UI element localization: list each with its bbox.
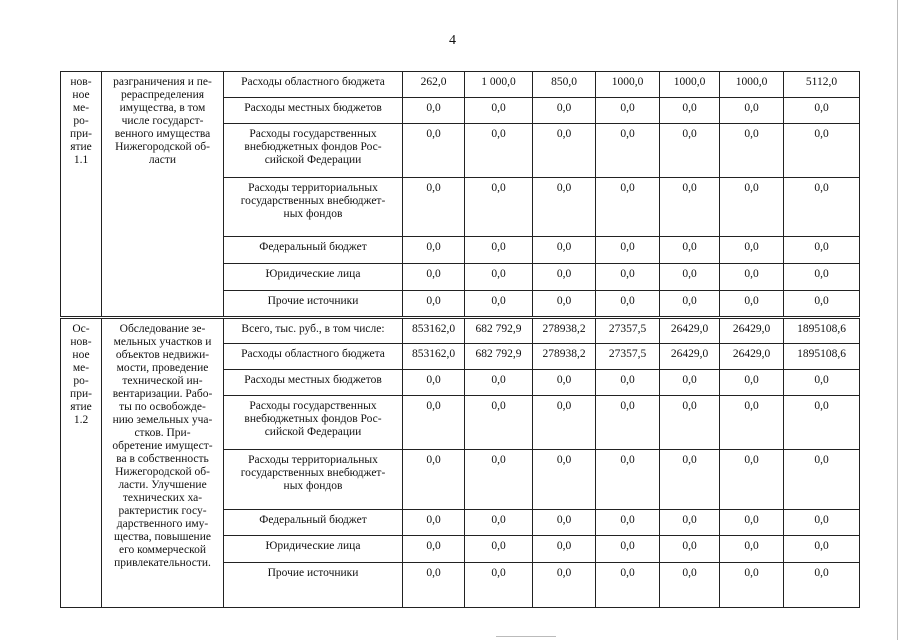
amount-cell: 0,0 bbox=[784, 450, 860, 510]
event-code: нов- ное ме- ро- при- ятие 1.1 bbox=[70, 76, 92, 166]
amount-cell: 0,0 bbox=[784, 370, 860, 396]
amount-cell: 0,0 bbox=[784, 237, 860, 264]
event-name: разграничения и пе- рераспределения имущества, в том числе государст- венного имущества Нижегородской об- ласти bbox=[113, 76, 212, 166]
amount-cell: 278938,2 bbox=[533, 318, 596, 344]
amount-cell: 0,0 bbox=[533, 450, 596, 510]
amount-cell: 0,0 bbox=[784, 98, 860, 124]
amount-cell: 278938,2 bbox=[533, 344, 596, 370]
amount-cell: 0,0 bbox=[596, 510, 660, 536]
funding-source-label: Федеральный бюджет bbox=[224, 237, 403, 264]
funding-source-label: Юридические лица bbox=[224, 536, 403, 563]
amount-cell: 27357,5 bbox=[596, 318, 660, 344]
amount-cell: 0,0 bbox=[596, 563, 660, 608]
amount-cell: 0,0 bbox=[720, 264, 784, 291]
amount-cell: 0,0 bbox=[533, 370, 596, 396]
amount-cell: 26429,0 bbox=[720, 318, 784, 344]
amount-cell: 0,0 bbox=[660, 563, 720, 608]
amount-cell: 0,0 bbox=[720, 396, 784, 450]
amount-cell: 0,0 bbox=[596, 370, 660, 396]
amount-cell: 0,0 bbox=[660, 396, 720, 450]
amount-cell: 0,0 bbox=[660, 124, 720, 178]
amount-cell: 0,0 bbox=[596, 396, 660, 450]
amount-cell: 0,0 bbox=[784, 178, 860, 237]
amount-cell: 0,0 bbox=[720, 291, 784, 318]
amount-cell: 0,0 bbox=[465, 98, 533, 124]
funding-source-label: Федеральный бюджет bbox=[224, 510, 403, 536]
event-code: Ос- нов- ное ме- ро- при- ятие 1.2 bbox=[70, 323, 92, 426]
amount-cell: 0,0 bbox=[403, 510, 465, 536]
amount-cell: 0,0 bbox=[403, 98, 465, 124]
amount-cell: 0,0 bbox=[465, 370, 533, 396]
amount-cell: 0,0 bbox=[660, 510, 720, 536]
amount-cell: 0,0 bbox=[720, 370, 784, 396]
amount-cell: 0,0 bbox=[720, 237, 784, 264]
event-code-cell bbox=[61, 72, 102, 318]
amount-cell: 0,0 bbox=[720, 563, 784, 608]
budget-table bbox=[60, 71, 860, 608]
amount-cell: 0,0 bbox=[596, 178, 660, 237]
amount-cell: 0,0 bbox=[784, 536, 860, 563]
scan-bottom-mark bbox=[496, 636, 556, 637]
funding-source-label: Расходы государственных внебюджетных фондов Рос- сийской Федерации bbox=[224, 124, 403, 178]
amount-cell: 0,0 bbox=[660, 178, 720, 237]
amount-cell: 0,0 bbox=[784, 264, 860, 291]
amount-cell: 0,0 bbox=[596, 291, 660, 318]
amount-cell: 0,0 bbox=[465, 396, 533, 450]
amount-cell: 0,0 bbox=[596, 98, 660, 124]
funding-source-label: Расходы местных бюджетов bbox=[224, 98, 403, 124]
funding-source-label: Прочие источники bbox=[224, 291, 403, 318]
event-name-cell bbox=[102, 72, 224, 318]
funding-source-label: Расходы территориальных государственных внебюджет- ных фондов bbox=[224, 450, 403, 510]
amount-cell: 0,0 bbox=[403, 237, 465, 264]
amount-cell: 0,0 bbox=[465, 536, 533, 563]
amount-cell: 0,0 bbox=[403, 178, 465, 237]
page-number: 4 bbox=[449, 33, 456, 48]
amount-cell: 0,0 bbox=[465, 450, 533, 510]
amount-cell: 0,0 bbox=[465, 264, 533, 291]
amount-cell: 0,0 bbox=[784, 396, 860, 450]
amount-cell: 0,0 bbox=[720, 536, 784, 563]
amount-cell: 0,0 bbox=[533, 264, 596, 291]
amount-cell: 0,0 bbox=[596, 264, 660, 291]
amount-cell: 1000,0 bbox=[720, 72, 784, 98]
amount-cell: 682 792,9 bbox=[465, 344, 533, 370]
funding-source-label: Расходы государственных внебюджетных фондов Рос- сийской Федерации bbox=[224, 396, 403, 450]
amount-cell: 0,0 bbox=[660, 237, 720, 264]
amount-cell: 262,0 bbox=[403, 72, 465, 98]
amount-cell: 0,0 bbox=[784, 291, 860, 318]
scan-edge-mark bbox=[897, 0, 898, 640]
amount-cell: 0,0 bbox=[465, 124, 533, 178]
amount-cell: 0,0 bbox=[403, 264, 465, 291]
amount-cell: 0,0 bbox=[403, 291, 465, 318]
funding-source-label: Расходы местных бюджетов bbox=[224, 370, 403, 396]
amount-cell: 0,0 bbox=[784, 124, 860, 178]
amount-cell: 0,0 bbox=[403, 370, 465, 396]
amount-cell: 0,0 bbox=[403, 563, 465, 608]
amount-cell: 0,0 bbox=[660, 98, 720, 124]
amount-cell: 0,0 bbox=[784, 563, 860, 608]
amount-cell: 0,0 bbox=[533, 396, 596, 450]
amount-cell: 0,0 bbox=[403, 396, 465, 450]
amount-cell: 850,0 bbox=[533, 72, 596, 98]
amount-cell: 0,0 bbox=[465, 563, 533, 608]
amount-cell: 0,0 bbox=[465, 510, 533, 536]
amount-cell: 0,0 bbox=[720, 510, 784, 536]
amount-cell: 0,0 bbox=[660, 370, 720, 396]
funding-source-label: Расходы территориальных государственных внебюджет- ных фондов bbox=[224, 178, 403, 237]
amount-cell: 0,0 bbox=[465, 178, 533, 237]
table-row bbox=[61, 318, 860, 344]
amount-cell: 26429,0 bbox=[720, 344, 784, 370]
amount-cell: 0,0 bbox=[660, 450, 720, 510]
amount-cell: 26429,0 bbox=[660, 318, 720, 344]
amount-cell: 0,0 bbox=[660, 264, 720, 291]
amount-cell: 0,0 bbox=[720, 450, 784, 510]
amount-cell: 0,0 bbox=[596, 124, 660, 178]
event-name: Обследование зе- мельных участков и объектов недвижи- мости, проведение технической ин- вентаризации. Рабо- ты по освобожде- нию земельных уча- стков. При- обретение имущест- ва в собственность Нижегородской об- ласти. Улучшение технических ха- рактеристик госу- дарственного иму- щества, повышение его коммерческой привлекательности. bbox=[112, 323, 213, 569]
amount-cell: 0,0 bbox=[660, 536, 720, 563]
amount-cell: 853162,0 bbox=[403, 344, 465, 370]
funding-source-label: Расходы областного бюджета bbox=[224, 72, 403, 98]
amount-cell: 0,0 bbox=[403, 450, 465, 510]
event-code-cell bbox=[61, 318, 102, 608]
amount-cell: 0,0 bbox=[533, 124, 596, 178]
amount-cell: 0,0 bbox=[533, 237, 596, 264]
amount-cell: 0,0 bbox=[533, 536, 596, 563]
amount-cell: 26429,0 bbox=[660, 344, 720, 370]
amount-cell: 0,0 bbox=[533, 178, 596, 237]
amount-cell: 1000,0 bbox=[660, 72, 720, 98]
funding-source-label: Всего, тыс. руб., в том числе: bbox=[224, 318, 403, 344]
amount-cell: 0,0 bbox=[533, 563, 596, 608]
amount-cell: 0,0 bbox=[720, 178, 784, 237]
amount-cell: 0,0 bbox=[660, 291, 720, 318]
amount-cell: 1895108,6 bbox=[784, 344, 860, 370]
amount-cell: 0,0 bbox=[465, 291, 533, 318]
amount-cell: 27357,5 bbox=[596, 344, 660, 370]
amount-cell: 0,0 bbox=[596, 237, 660, 264]
funding-source-label: Прочие источники bbox=[224, 563, 403, 608]
amount-cell: 0,0 bbox=[596, 450, 660, 510]
event-name-cell bbox=[102, 318, 224, 608]
amount-cell: 0,0 bbox=[596, 536, 660, 563]
amount-cell: 0,0 bbox=[465, 237, 533, 264]
amount-cell: 1 000,0 bbox=[465, 72, 533, 98]
amount-cell: 1000,0 bbox=[596, 72, 660, 98]
amount-cell: 853162,0 bbox=[403, 318, 465, 344]
amount-cell: 0,0 bbox=[533, 98, 596, 124]
table-body bbox=[61, 72, 860, 608]
amount-cell: 0,0 bbox=[784, 510, 860, 536]
funding-source-label: Расходы областного бюджета bbox=[224, 344, 403, 370]
amount-cell: 0,0 bbox=[720, 124, 784, 178]
amount-cell: 0,0 bbox=[533, 291, 596, 318]
amount-cell: 5112,0 bbox=[784, 72, 860, 98]
amount-cell: 0,0 bbox=[533, 510, 596, 536]
table-row bbox=[61, 72, 860, 98]
amount-cell: 682 792,9 bbox=[465, 318, 533, 344]
amount-cell: 0,0 bbox=[403, 124, 465, 178]
funding-source-label: Юридические лица bbox=[224, 264, 403, 291]
amount-cell: 0,0 bbox=[403, 536, 465, 563]
amount-cell: 1895108,6 bbox=[784, 318, 860, 344]
amount-cell: 0,0 bbox=[720, 98, 784, 124]
